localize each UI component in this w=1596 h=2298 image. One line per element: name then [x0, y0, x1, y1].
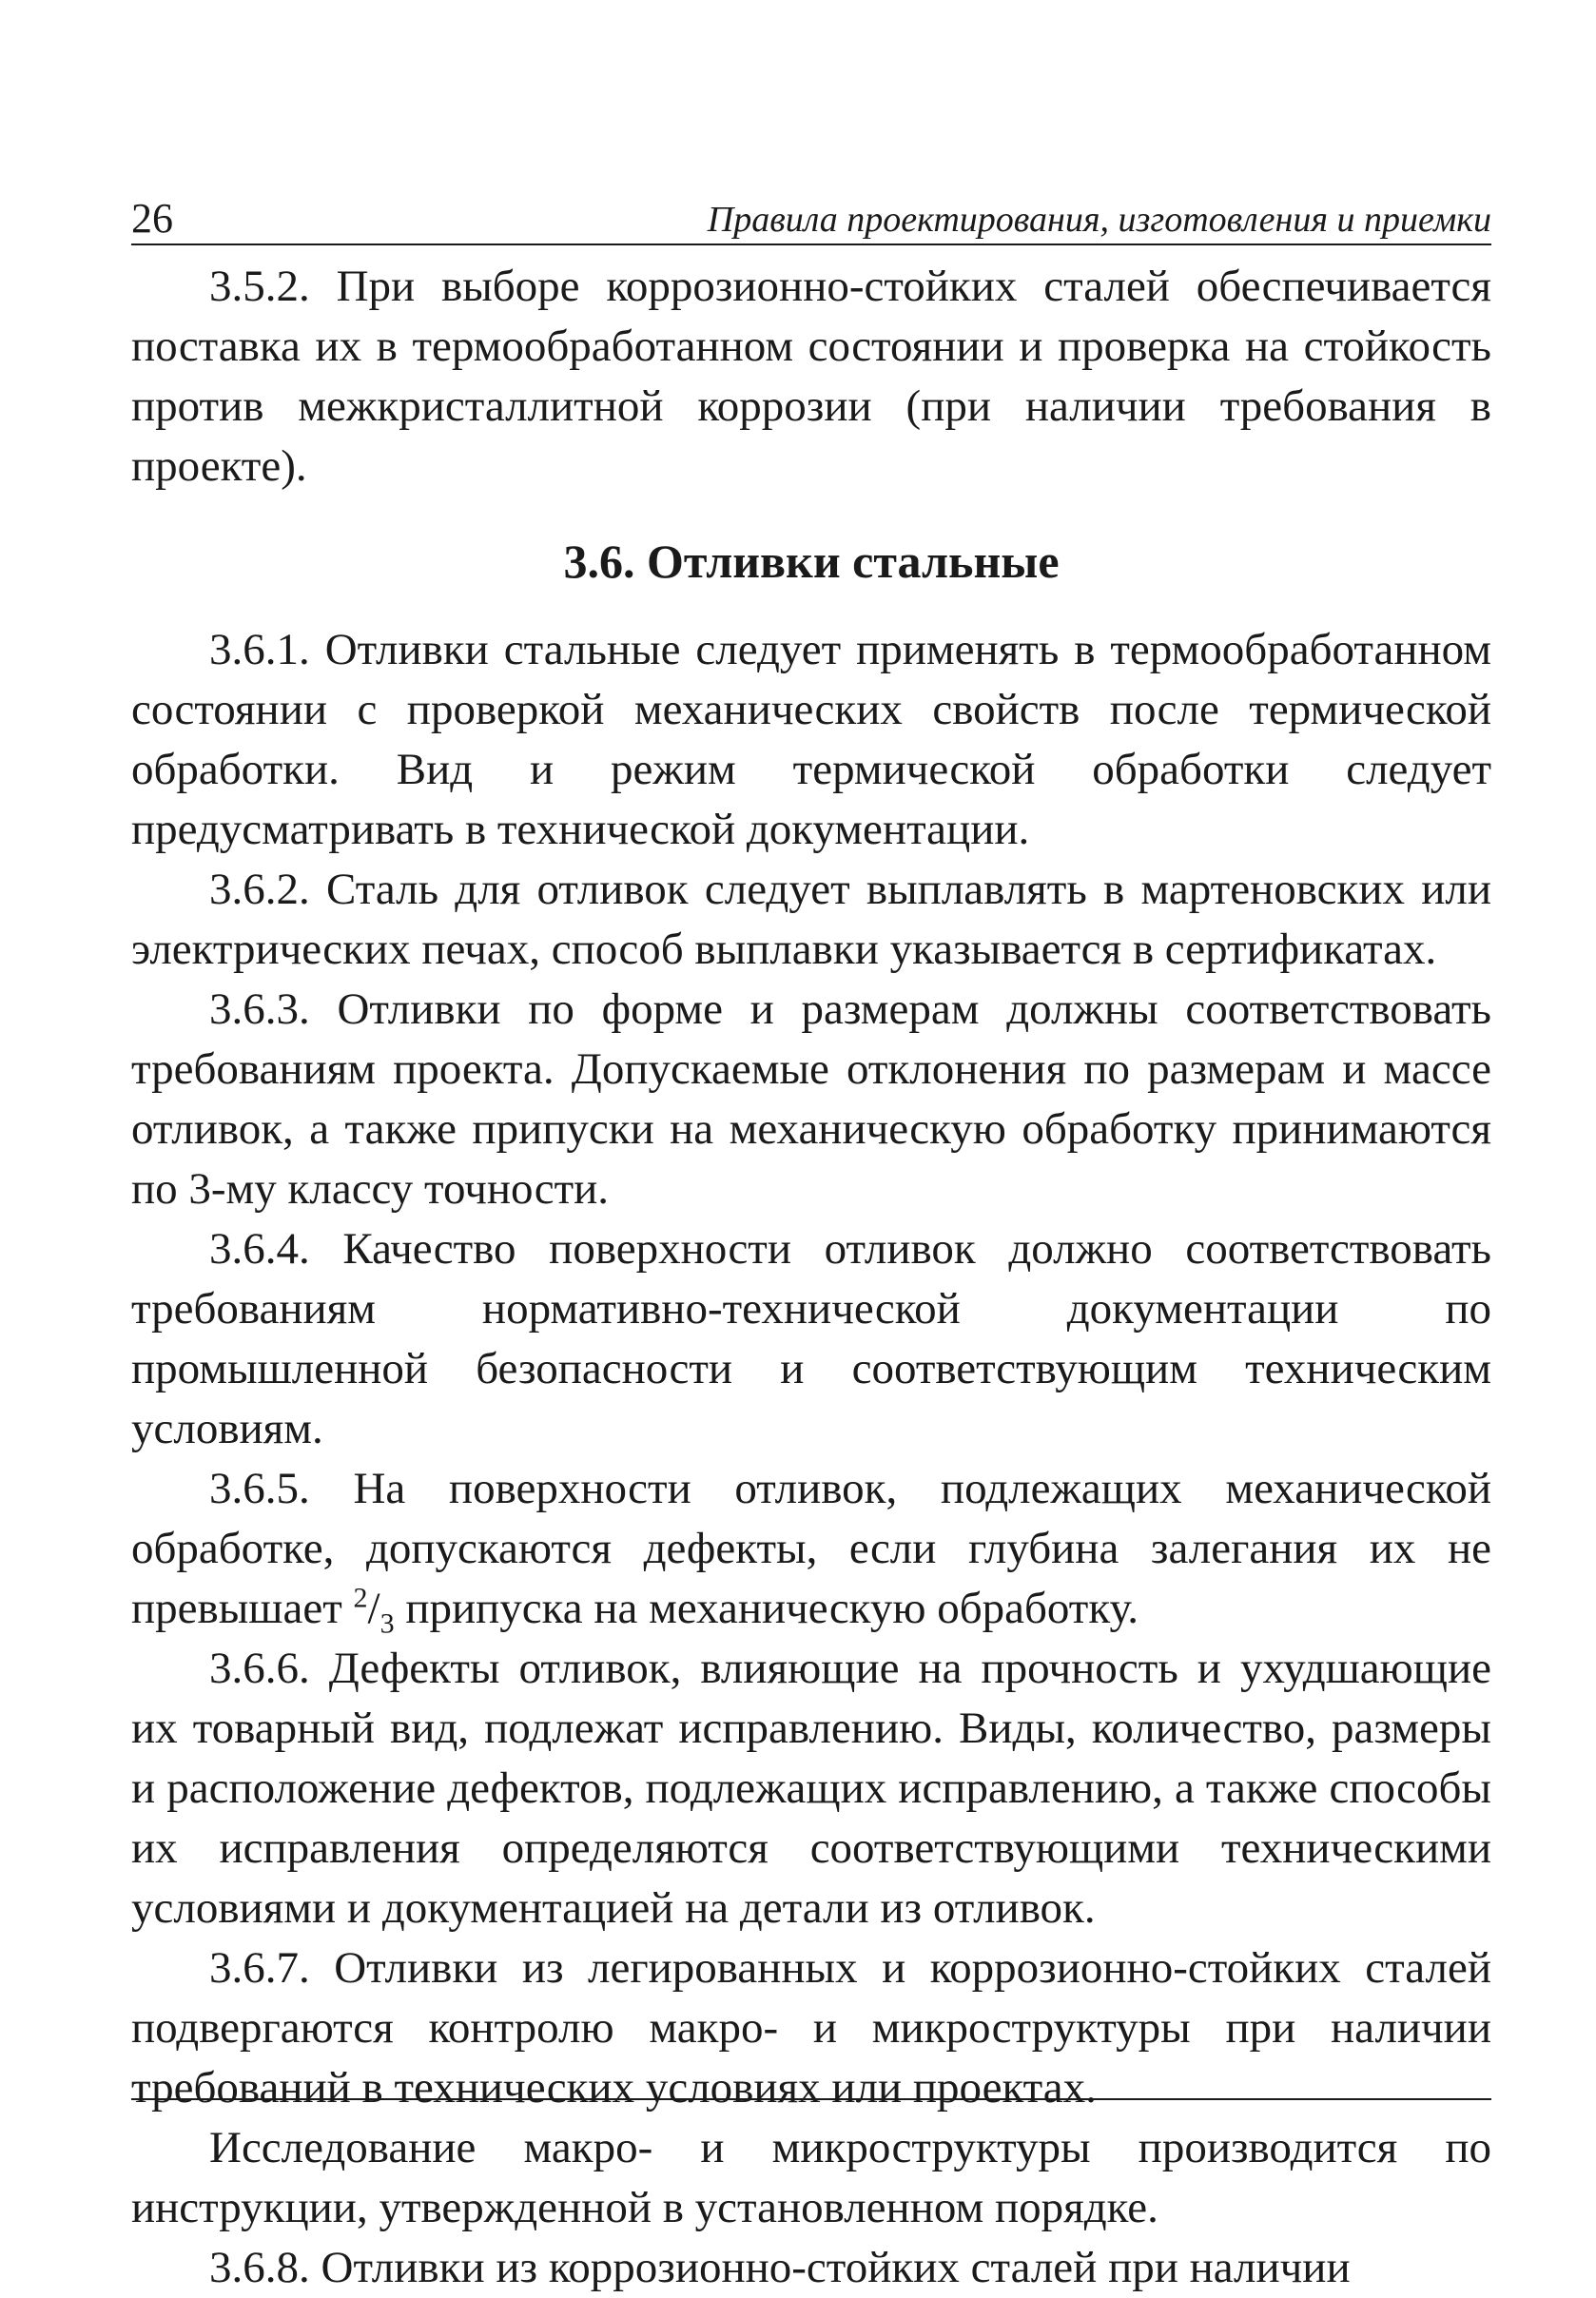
- paragraph-3-6-6: 3.6.6. Дефекты отливок, влияющие на прочность и ухудшающие их товарный вид, подлежат исправлению. Виды, количество, размеры и расположение дефектов, подлежащих исправлению, а также способы их исправления определяются соответствующими техническими условиями и документацией на детали из отливок.: [131, 1644, 1491, 1933]
- running-title: Правила проектирования, изготовления и приемки: [707, 200, 1491, 240]
- paragraph-3-6-1: 3.6.1. Отливки стальные следует применять в термообработанном состоянии с проверкой механических свойств после термической обработки. Вид и режим термической обработки следует предусматривать в технической документации.: [131, 625, 1491, 854]
- body-text: [131, 257, 1491, 2298]
- fraction-denominator: 3: [380, 1607, 395, 1640]
- page-header: [131, 186, 1491, 245]
- paragraph-3-6-5: [131, 1459, 1491, 1639]
- paragraph-3-6-4: 3.6.4. Качество поверхности отливок должно соответствовать требованиям нормативно-технической документации по промышленной безопасности и соответствующим техническим условиям.: [131, 1224, 1491, 1453]
- paragraph-3-6-8: 3.6.8. Отливки из коррозионно-стойких сталей при наличии: [209, 2243, 1351, 2292]
- fraction-numerator: 2: [353, 1582, 368, 1614]
- footer-rule: [131, 2098, 1491, 2100]
- paragraph-3-6-2: 3.6.2. Сталь для отливок следует выплавлять в мартеновских или электрических печах, способ выплавки указывается в сертификатах.: [131, 865, 1491, 974]
- paragraph-3-6-3: 3.6.3. Отливки по форме и размерам должны соответствовать требованиям проекта. Допускаемые отклонения по размерам и массе отливок, а также припуски на механическую обработку принимаются по 3-му классу точности.: [131, 984, 1491, 1214]
- page-number: 26: [131, 195, 173, 242]
- paragraph-3-6-5-text: 3.6.5. На поверхности отливок, подлежащих механической обработке, допускаются дефекты, если глубина залегания их не превышает: [131, 1464, 1491, 1633]
- paragraph-research: Исследование макро- и микроструктуры производится по инструкции, утвержденной в установленном порядке.: [131, 2123, 1491, 2232]
- section-heading-3-6: 3.6. Отливки стальные: [563, 535, 1060, 588]
- paragraph-3-5-2: 3.5.2. При выборе коррозионно-стойких сталей обеспечивается поставка их в термообработанном состоянии и проверка на стойкость против межкристаллитной коррозии (при наличии требования в проекте).: [131, 262, 1491, 491]
- paragraph-3-6-5-tail: припуска на механическую обработку.: [405, 1584, 1139, 1633]
- fraction-two-thirds: $^2/_3$: [353, 1582, 395, 1640]
- paragraph-3-6-7: 3.6.7. Отливки из легированных и коррозионно-стойких сталей подвергаются контролю макро- и микроструктуры при наличии требований в технических условиях или проектах.: [131, 1943, 1491, 2113]
